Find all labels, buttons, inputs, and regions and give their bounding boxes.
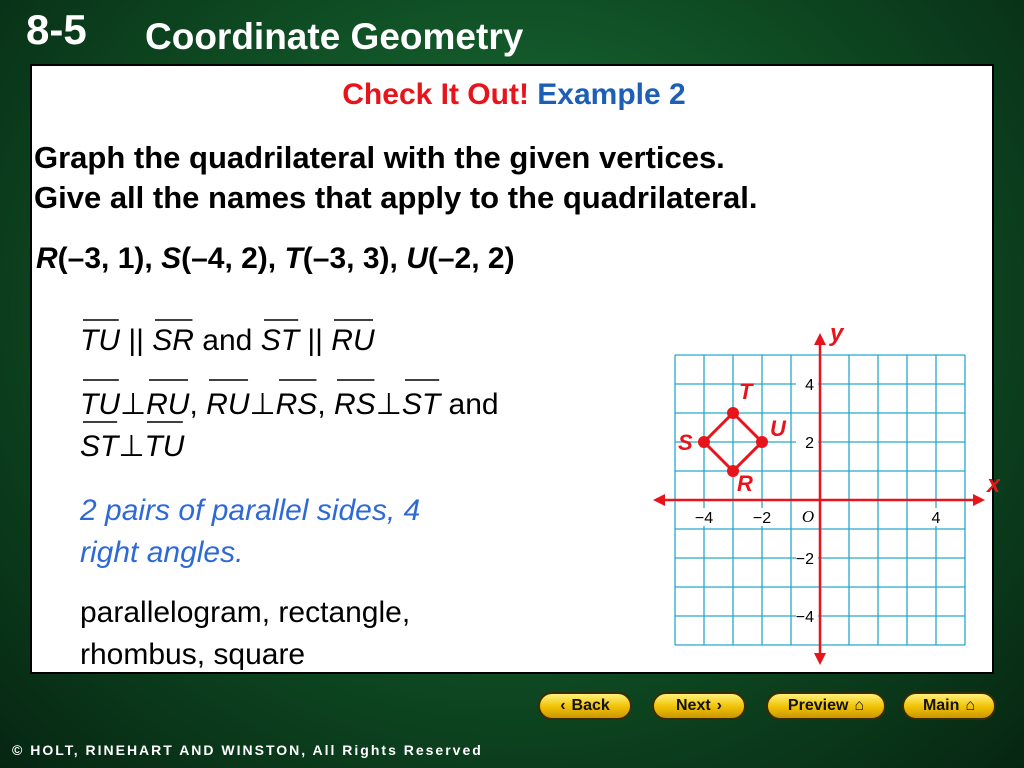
names-line-1: parallelogram, rectangle,: [80, 596, 411, 629]
vertex-separator: ,: [267, 242, 285, 275]
comma: ,: [317, 388, 334, 421]
line-rs: RS: [276, 384, 318, 426]
arrow-left-icon: [653, 494, 665, 506]
x-tick-label: −4: [694, 510, 714, 527]
line-arrow-icon: [152, 315, 194, 327]
vertex-list: [36, 242, 515, 276]
vertex-u-name: U: [406, 242, 428, 275]
perp-symbol: ⊥: [120, 388, 147, 421]
vertex-label: R: [737, 471, 753, 496]
line-tu: TU: [80, 324, 120, 358]
vertex-r-coords: (–3, 1): [57, 242, 145, 275]
origin-label: O: [801, 507, 815, 526]
y-tick-label: 2: [805, 435, 814, 452]
comma: ,: [189, 388, 207, 421]
vertex-label: T: [739, 379, 753, 404]
line-tu: TU: [80, 384, 120, 426]
line-ru: RU: [206, 384, 249, 426]
summary-text: [80, 490, 420, 574]
line-arrow-icon: [144, 417, 184, 429]
line-arrow-icon: [80, 315, 120, 327]
arrow-down-icon: [814, 653, 826, 665]
vertex-point: [698, 436, 710, 448]
y-tick-label: 4: [805, 377, 814, 394]
perpendicular-statement: [80, 384, 499, 468]
perp-symbol: ⊥: [375, 388, 402, 421]
line-arrow-icon: [146, 375, 189, 387]
line-arrow-icon: [334, 375, 376, 387]
names-answer: [80, 592, 410, 676]
summary-line-2: right angles.: [80, 536, 244, 569]
line-st: ST: [402, 384, 440, 426]
line-st: ST: [80, 426, 118, 468]
home-icon: ⌂: [854, 697, 865, 714]
perp-symbol: ⊥: [249, 388, 276, 421]
names-line-2: rhombus, square: [80, 638, 306, 671]
line-ru: RU: [146, 384, 189, 426]
preview-button[interactable]: [766, 692, 886, 720]
vertex-label: U: [770, 416, 786, 441]
vertex-t-name: T: [284, 242, 303, 275]
parallel-symbol: ||: [120, 324, 153, 357]
title-bar: [0, 0, 1024, 64]
coordinate-graph: [650, 320, 1000, 670]
check-it-out-label: Check It Out!: [342, 78, 529, 111]
line-arrow-icon: [261, 315, 299, 327]
line-ru: RU: [331, 324, 374, 358]
x-tick-label: 4: [931, 510, 941, 527]
line-arrow-icon: [80, 375, 120, 387]
vertex-label: S: [678, 430, 693, 455]
line-arrow-icon: [276, 375, 318, 387]
example-label: Example 2: [537, 78, 686, 111]
home-icon: ⌂: [965, 697, 976, 714]
arrow-up-icon: [814, 333, 826, 345]
vertex-u-coords: (–2, 2): [427, 242, 515, 275]
vertex-t-coords: (–3, 3): [302, 242, 390, 275]
next-button[interactable]: [652, 692, 746, 720]
vertex-s-name: S: [161, 242, 182, 275]
parallel-symbol: ||: [299, 324, 332, 357]
y-axis-label: y: [830, 320, 844, 347]
example-heading: [32, 78, 996, 112]
main-label: Main: [922, 697, 960, 714]
line-st: ST: [261, 324, 299, 358]
line-arrow-icon: [80, 417, 118, 429]
y-tick-label: −2: [795, 551, 814, 568]
and-text: and: [193, 324, 261, 357]
vertex-point: [756, 436, 768, 448]
line-arrow-icon: [206, 375, 249, 387]
y-tick-label: −4: [795, 609, 814, 626]
summary-line-1: 2 pairs of parallel sides, 4: [80, 494, 421, 527]
next-label: Next: [675, 697, 711, 714]
vertex-point: [727, 407, 739, 419]
preview-label: Preview: [787, 697, 849, 714]
vertex-s-coords: (–4, 2): [181, 242, 268, 275]
line-arrow-icon: [402, 375, 440, 387]
x-tick-label: −2: [752, 510, 772, 527]
line-arrow-icon: [331, 315, 374, 327]
lesson-number: 8-5: [26, 6, 87, 53]
line-sr: SR: [152, 324, 194, 358]
chevron-right-icon: ›: [716, 697, 722, 714]
problem-prompt: [34, 138, 758, 218]
vertex-r-name: R: [36, 242, 58, 275]
perp-symbol: ⊥: [118, 430, 145, 463]
vertex-separator: ,: [389, 242, 407, 275]
back-label: Back: [571, 697, 610, 714]
chevron-left-icon: ‹: [560, 697, 566, 714]
line-tu: TU: [144, 426, 184, 468]
and-text: and: [440, 388, 499, 421]
prompt-line-1: Graph the quadrilateral with the given vertices.: [34, 140, 725, 175]
prompt-line-2: Give all the names that apply to the quadrilateral.: [34, 180, 758, 215]
parallel-statement: [80, 324, 375, 358]
line-rs: RS: [334, 384, 376, 426]
lesson-title: Coordinate Geometry: [145, 16, 524, 57]
arrow-right-icon: [973, 494, 985, 506]
vertex-separator: ,: [144, 242, 162, 275]
back-button[interactable]: [538, 692, 632, 720]
x-axis-label: x: [987, 471, 1000, 498]
main-button[interactable]: [902, 692, 996, 720]
copyright-text: © HOLT, RINEHART AND WINSTON, All Rights Reserved: [12, 742, 483, 758]
